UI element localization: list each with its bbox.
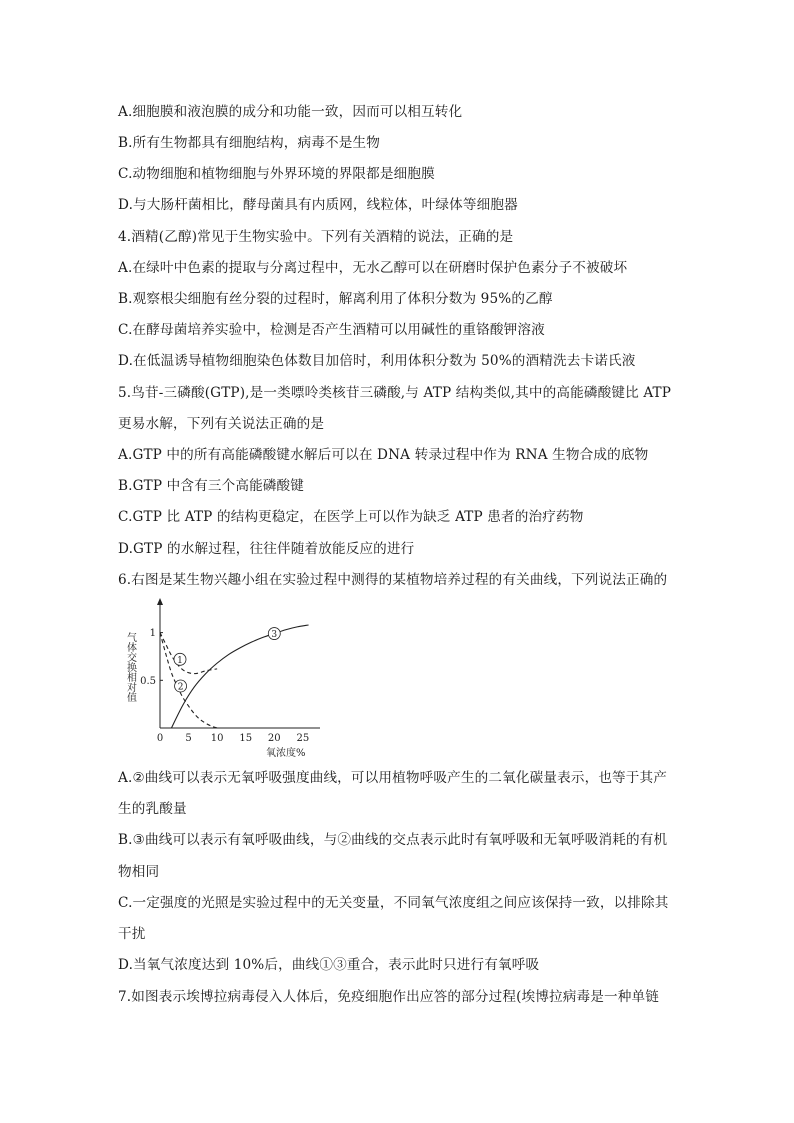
option-3b: B.所有生物都具有细胞结构，病毒不是生物: [118, 135, 380, 151]
option-6b-line1: B.③曲线可以表示有氧呼吸曲线，与②曲线的交点表示此时有氧呼吸和无氧呼吸消耗的有机: [118, 832, 668, 848]
y-tick-label: 0.5: [140, 675, 156, 687]
x-tick-label: 15: [239, 733, 253, 744]
x-axis-label: 氧浓度%: [265, 748, 306, 759]
option-5b: B.GTP 中含有三个高能磷酸键: [118, 478, 305, 494]
option-4a: A.在绿叶中色素的提取与分离过程中，无水乙醇可以在研磨时保护色素分子不被破坏: [118, 260, 628, 276]
option-6b-line2: 物相同: [118, 864, 160, 880]
option-3d: D.与大肠杆菌相比，酵母菌具有内质网，线粒体，叶绿体等细胞器: [118, 197, 518, 213]
x-tick-label: 5: [185, 733, 192, 744]
curve-2: [160, 633, 217, 728]
x-tick-label: 0: [156, 733, 164, 744]
option-5a: A.GTP 中的所有高能磷酸键水解后可以在 DNA 转录过程中作为 RNA 生物合成的底物: [118, 447, 649, 463]
option-3c: C.动物细胞和植物细胞与外界环境的界限都是细胞膜: [118, 166, 435, 182]
chart-layer: [125, 598, 321, 759]
option-4c: C.在酵母菌培养实验中，检测是否产生酒精可以用碱性的重铬酸钾溶液: [118, 322, 545, 338]
option-6d: D.当氧气浓度达到 10%后，曲线①③重合，表示此时只进行有氧呼吸: [118, 957, 540, 973]
option-6c-line1: C.一定强度的光照是实验过程中的无关变量，不同氧气浓度组之间应该保持一致，以排除其: [118, 895, 669, 911]
curve-1-label: 1: [177, 655, 183, 666]
option-6a-line2: 生的乳酸量: [118, 801, 187, 817]
option-6a-line1: A.②曲线可以表示无氧呼吸强度曲线，可以用植物呼吸产生的二氧化碳量表示，也等于其产: [118, 770, 668, 786]
option-6c-line2: 干扰: [118, 926, 146, 942]
x-tick-label: 20: [267, 733, 281, 744]
y-tick-label: 1: [149, 628, 156, 640]
curve-1: [160, 633, 217, 674]
y-axis-label: 气体交换相对值: [124, 632, 136, 702]
x-tick-label: 25: [296, 733, 310, 744]
question-5-line1: 5.鸟苷-三磷酸(GTP),是一类嘌呤类核苷三磷酸,与 ATP 结构类似,其中的高能磷酸键比 ATP: [118, 385, 672, 401]
question-7: 7.如图表示埃博拉病毒侵入人体后，免疫细胞作出应答的部分过程(埃博拉病毒是一种单链: [118, 989, 659, 1005]
option-5c: C.GTP 比 ATP 的结构更稳定，在医学上可以作为缺乏 ATP 患者的治疗药物: [118, 509, 584, 525]
question-5-line2: 更易水解，下列有关说法正确的是: [118, 416, 325, 432]
x-tick-label: 10: [210, 733, 224, 744]
curve-3-label: 3: [271, 630, 278, 641]
y-axis-arrow: [157, 598, 163, 605]
curve-3: [171, 625, 308, 728]
curve-2-label: 2: [177, 682, 184, 693]
option-4d: D.在低温诱导植物细胞染色体数目加倍时，利用体积分数为 50%的酒精洗去卡诺氏液: [118, 353, 636, 369]
question-6: 6.右图是某生物兴趣小组在实验过程中测得的某植物培养过程的有关曲线，下列说法正确的: [118, 572, 668, 588]
option-3a: A.细胞膜和液泡膜的成分和功能一致，因而可以相互转化: [118, 104, 463, 120]
question-4: 4.酒精(乙醇)常见于生物实验中。下列有关酒精的说法，正确的是: [118, 229, 514, 245]
option-4b: B.观察根尖细胞有丝分裂的过程时，解离利用了体积分数为 95%的乙醇: [118, 291, 553, 307]
option-5d: D.GTP 的水解过程，往往伴随着放能反应的进行: [118, 541, 415, 557]
respiration-chart: [110, 594, 340, 764]
